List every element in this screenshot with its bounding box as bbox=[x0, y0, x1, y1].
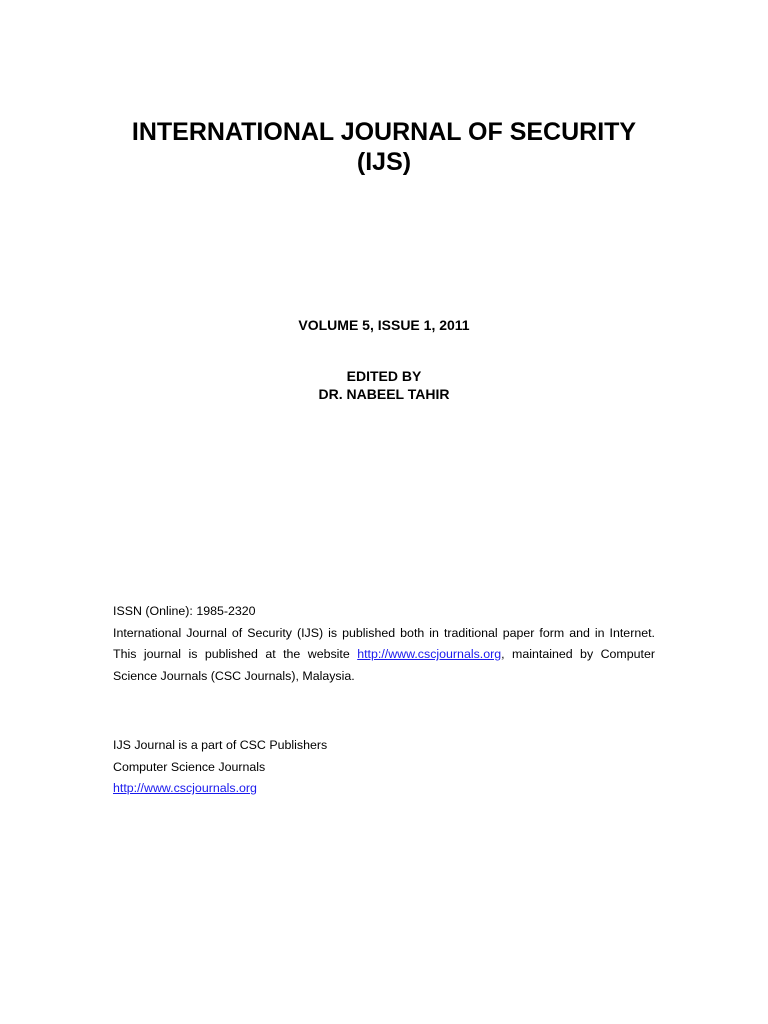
issn-line: ISSN (Online): 1985-2320 bbox=[113, 604, 256, 618]
journal-abbreviation: (IJS) bbox=[356, 148, 412, 176]
publisher-name: Computer Science Journals bbox=[113, 759, 266, 774]
editor-name: DR. NABEEL TAHIR bbox=[318, 386, 450, 402]
description-text-start: International Journal of Security (IJS) is published both in traditional paper form and in Internet. This journal is published at the website bbox=[113, 625, 655, 661]
description-text-end: , maintained by Computer Science Journals (CSC Journals), Malaysia. bbox=[113, 647, 655, 683]
publisher-line: IJS Journal is a part of CSC Publishers bbox=[113, 738, 328, 752]
journal-description bbox=[113, 623, 655, 688]
edited-by-label: EDITED BY bbox=[346, 368, 422, 384]
journal-info bbox=[113, 601, 655, 687]
publisher-website-link[interactable]: http://www.cscjournals.org bbox=[113, 781, 257, 795]
publisher-info bbox=[113, 735, 655, 800]
volume-issue: VOLUME 5, ISSUE 1, 2011 bbox=[298, 317, 470, 333]
journal-title: INTERNATIONAL JOURNAL OF SECURITY bbox=[131, 118, 637, 146]
website-link[interactable]: http://www.cscjournals.org bbox=[357, 647, 502, 661]
